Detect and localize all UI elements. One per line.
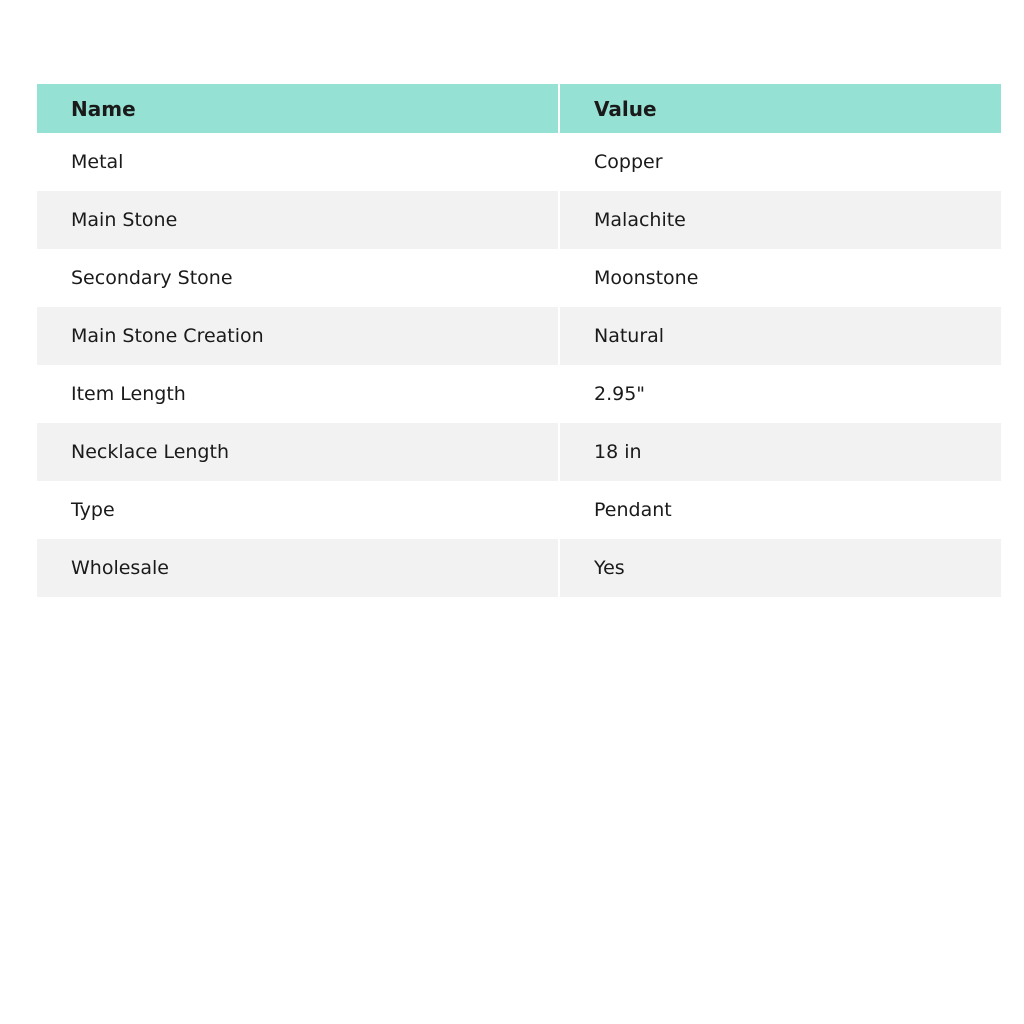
row-name: Item Length: [37, 365, 560, 423]
header-value: Value: [560, 84, 1001, 133]
row-value: Moonstone: [560, 249, 1001, 307]
row-value: Yes: [560, 539, 1001, 597]
table-row: [37, 191, 1001, 249]
row-name: Necklace Length: [37, 423, 560, 481]
table-row: [37, 423, 1001, 481]
row-value: Natural: [560, 307, 1001, 365]
row-value: 18 in: [560, 423, 1001, 481]
row-name: Secondary Stone: [37, 249, 560, 307]
table-row: [37, 249, 1001, 307]
table-header-row: [37, 84, 1001, 133]
row-name: Type: [37, 481, 560, 539]
row-name: Wholesale: [37, 539, 560, 597]
table-row: [37, 307, 1001, 365]
row-value: Copper: [560, 133, 1001, 191]
row-name: Main Stone Creation: [37, 307, 560, 365]
row-name: Metal: [37, 133, 560, 191]
table-row: [37, 133, 1001, 191]
table-row: [37, 365, 1001, 423]
table-row: [37, 481, 1001, 539]
row-value: Malachite: [560, 191, 1001, 249]
row-name: Main Stone: [37, 191, 560, 249]
product-specs-table: [37, 84, 1001, 597]
row-value: Pendant: [560, 481, 1001, 539]
header-name: Name: [37, 84, 560, 133]
table-row: [37, 539, 1001, 597]
row-value: 2.95": [560, 365, 1001, 423]
